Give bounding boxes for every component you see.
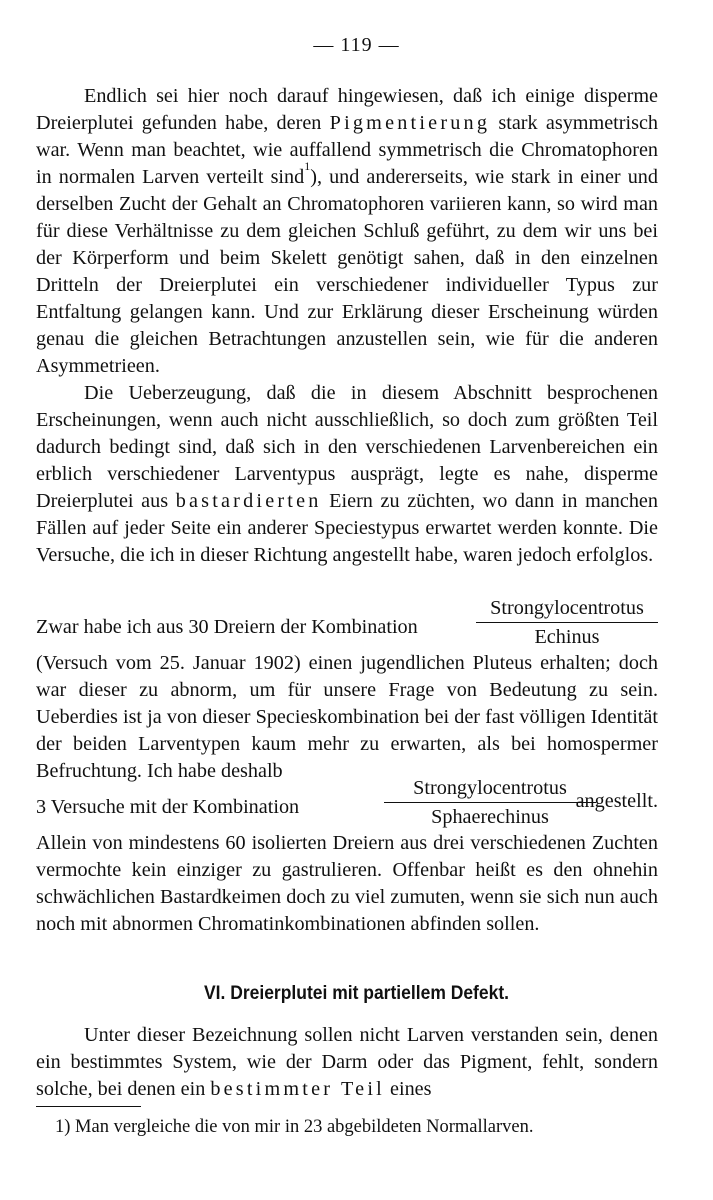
text-run: eines [384,1078,432,1100]
paragraph-text: (Versuch vom 25. Januar 1902) einen jugendlichen Pluteus erhalten; doch war dieser zu abnorm, um für unsere Frage von Bedeutung zu sein. Ueberdies ist ja von dieser Specieskombination bei der fast völligen Identität der beiden Larventypen kaum mehr zu erwarten, als bei homospermer Befruchtung. Ich habe deshalb [36,652,658,782]
footnote-rule [36,1106,141,1107]
text-run: Eiern zu züchten, wo dann in manchen Fällen auf jeder Seite ein anderer Speciestypus erwartet werden konnte. Die Versuche, die ich in dieser Richtung angestellt habe, waren jedoch erfolglos. [36,490,658,566]
fraction-numerator: Strongylocentrotus [490,597,644,619]
combination-line-1 [36,596,658,656]
combination-prefix: Zwar habe ich aus 30 Dreiern der Kombination [36,616,418,638]
fraction-strongylocentrotus-sphaerechinus [384,776,596,829]
fraction-bar [384,802,596,803]
footnote: 1) Man vergleiche die von mir in 23 abgebildeten Normallarven. [55,1117,534,1137]
paragraph-text: Allein von mindestens 60 isolierten Dreiern aus drei verschiedenen Zuchten vermochte kein einziger zu gastrulieren. Offenbar heißt es den ohnehin schwächlichen Bastardkeimen doch zu viel zumuten, wenn sie sich nun auch noch mit abnormen Chromatinkombinationen abfinden sollen. [36,832,658,935]
paragraph-text [36,1022,658,1103]
paragraph-conclusion [36,830,658,938]
section-heading: VI. Dreierplutei mit partiellem Defekt. [203,983,510,1004]
fraction-numerator: Strongylocentrotus [413,777,567,799]
text-run: stark asymmetrisch war. Wenn man beachtet, wie auffallend symmetrisch die Chromatophoren in normalen Larven verteilt sind [36,112,659,188]
combination-line-2 [36,776,658,836]
emphasis-spaced: bastardierten [175,490,322,512]
fraction-bar [476,622,658,623]
fraction-denominator: Sphaerechinus [431,806,549,828]
combination-prefix: 3 Versuche mit der Kombination [36,796,300,818]
paragraph-experiment [36,650,658,785]
paragraph-text [36,380,658,569]
paragraph-pigmentation [36,83,658,569]
combination-suffix: angestellt. [575,790,658,812]
paragraph-text [36,83,658,380]
paragraph-section-vi [36,1022,658,1103]
page-number: — 119 — [313,34,400,56]
fraction-denominator: Echinus [534,626,600,648]
footnote-ref: 1 [304,159,311,173]
text-run: Unter dieser Bezeichnung sollen nicht Larven verstanden sein, denen ein bestimmtes System, wie der Darm oder das Pigment, fehlt, sondern solche, bei denen ein [36,1024,658,1100]
emphasis-spaced: Pigmentierung [329,112,491,134]
emphasis-spaced: bestimmter Teil [210,1078,385,1100]
text-run: Die Ueberzeugung, daß die in diesem Abschnitt besprochenen Erscheinungen, wenn auch nicht ausschließlich, so doch zum größten Teil dadurch bedingt sind, daß sich in den verschiedenen Larvenbereichen ein erblich verschiedener Larventypus ausprägt, legte es nahe, disperme Dreierplutei aus [36,382,658,512]
text-run: Endlich sei hier noch darauf hingewiesen, daß ich einige disperme Dreierplutei gefunden habe, deren [36,85,658,134]
fraction-strongylocentrotus-echinus [476,596,658,649]
text-run: ), und andererseits, wie stark in einer und derselben Zucht der Gehalt an Chromatophoren variieren kann, so wird man für diese Verhältnisse zu dem gleichen Schluß geführt, zu dem wir uns bei der Körperform und beim Skelett genötigt sahen, daß in den einzelnen Dritteln der Dreierplutei ein verschiedener individueller Typus zur Entfaltung gelangen kann. Und zur Erklärung dieser Erscheinung würden genau die gleichen Betrachtungen anzustellen sein, wie für die anderen Asymmetrieen. [36,166,658,377]
